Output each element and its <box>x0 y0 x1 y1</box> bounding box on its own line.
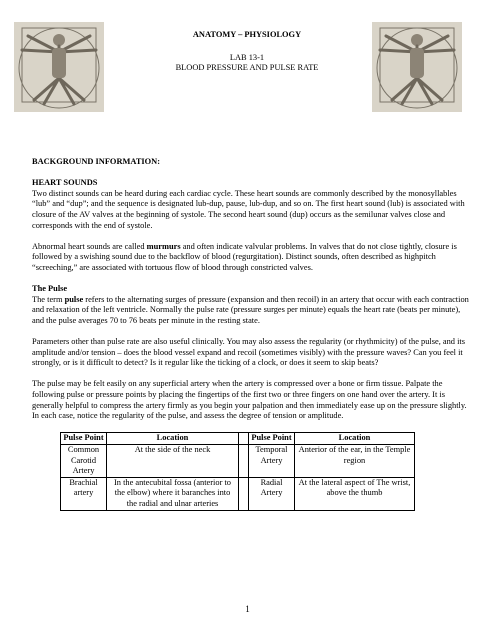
header-pulse-point: Pulse Point <box>249 433 295 445</box>
lab-topic: BLOOD PRESSURE AND PULSE RATE <box>175 63 319 73</box>
pulse-points-table <box>60 432 415 510</box>
table-row <box>61 445 415 478</box>
table-spacer <box>239 477 249 510</box>
document-body <box>32 157 472 511</box>
pulse-paragraph-3: The pulse may be felt easily on any superficial artery when the artery is compressed over a bone or firm tissue. Palpate the following pulse or pressure points by placing the fingertips of the first two or three fingers on one hand over the artery. It is generally helpful to compress the artery firmly as you begin your palpation and then immediately ease up on the pressure slightly. In each case, notice the regularity of the pulse, and assess the degree of tension or amplitude. <box>32 379 467 421</box>
pulse-term: pulse <box>64 294 84 304</box>
header-pulse-point: Pulse Point <box>61 433 107 445</box>
pulse-paragraph-2: Parameters other than pulse rate are also useful clinically. You may also assess the regularity (or rhythmicity) of the pulse, and its amplitude and/or tension – does the blood vessel expand and recoil (sometimes visibly) with the pressure waves? Can you feel it strongly, or is it difficult to detect? Is it regular like the ticking of a clock, or does it seem to skip beats? <box>32 337 465 368</box>
table-row <box>61 477 415 510</box>
pulse-point-cell: Common Carotid Artery <box>61 445 107 478</box>
vitruvian-man-image-left <box>14 22 104 112</box>
location-cell: In the antecubital fossa (anterior to the elbow) where it baranches into the radial and ulnar arteries <box>107 477 239 510</box>
heart-sounds-paragraph: Two distinct sounds can be heard during each cardiac cycle. These heart sounds are commonly described by the monosyllables “lub” and “dup”; and the sequence is designated lub-dup, pause, lub-dup, and so on. The first heart sound (lub) is associated with closure of the AV valves at the beginning of systole. The second heart sound (dup) occurs as the semilunar valves close and corresponds with the end of systole. <box>32 188 465 230</box>
header-location: Location <box>295 433 415 445</box>
page-number: 1 <box>245 604 250 614</box>
table-spacer <box>239 433 249 445</box>
course-title: ANATOMY – PHYSIOLOGY <box>192 30 302 39</box>
table-header-row <box>61 433 415 445</box>
pulse-point-cell: Brachial artery <box>61 477 107 510</box>
location-cell: Anterior of the ear, in the Temple region <box>295 445 415 478</box>
murmurs-paragraph: Abnormal heart sounds are called murmurs and often indicate valvular problems. In valves that do not close tightly, closure is followed by a swishing sound due to the backflow of blood (regurgitation). Distinct sounds, often described as highpitch “screeching,” are associated with tortuous flow of blood through constricted valves. <box>32 241 457 272</box>
location-cell: At the lateral aspect of The wrist, above the thumb <box>295 477 415 510</box>
background-heading: BACKGROUND INFORMATION: <box>32 157 161 166</box>
heart-sounds-heading: HEART SOUNDS <box>32 178 98 188</box>
table-spacer <box>239 445 249 478</box>
pulse-point-cell: Radial Artery <box>249 477 295 510</box>
lab-number: LAB 13-1 <box>229 52 265 62</box>
document-header <box>120 30 374 74</box>
location-cell: At the side of the neck <box>107 445 239 478</box>
pulse-heading: The Pulse <box>32 284 68 294</box>
murmurs-term: murmurs <box>146 241 181 251</box>
pulse-point-cell: Temporal Artery <box>249 445 295 478</box>
pulse-paragraph-1: The term pulse refers to the alternating surges of pressure (expansion and then recoil) in an artery that occur with each contraction and relaxation of the left ventricle. Normally the pulse rate (pressure surges per minute) equals the heart rate (beats per minute), and the pulse averages 70 to 76 beats per minute in the resting state. <box>32 294 469 325</box>
header-location: Location <box>107 433 239 445</box>
vitruvian-man-image-right <box>372 22 462 112</box>
